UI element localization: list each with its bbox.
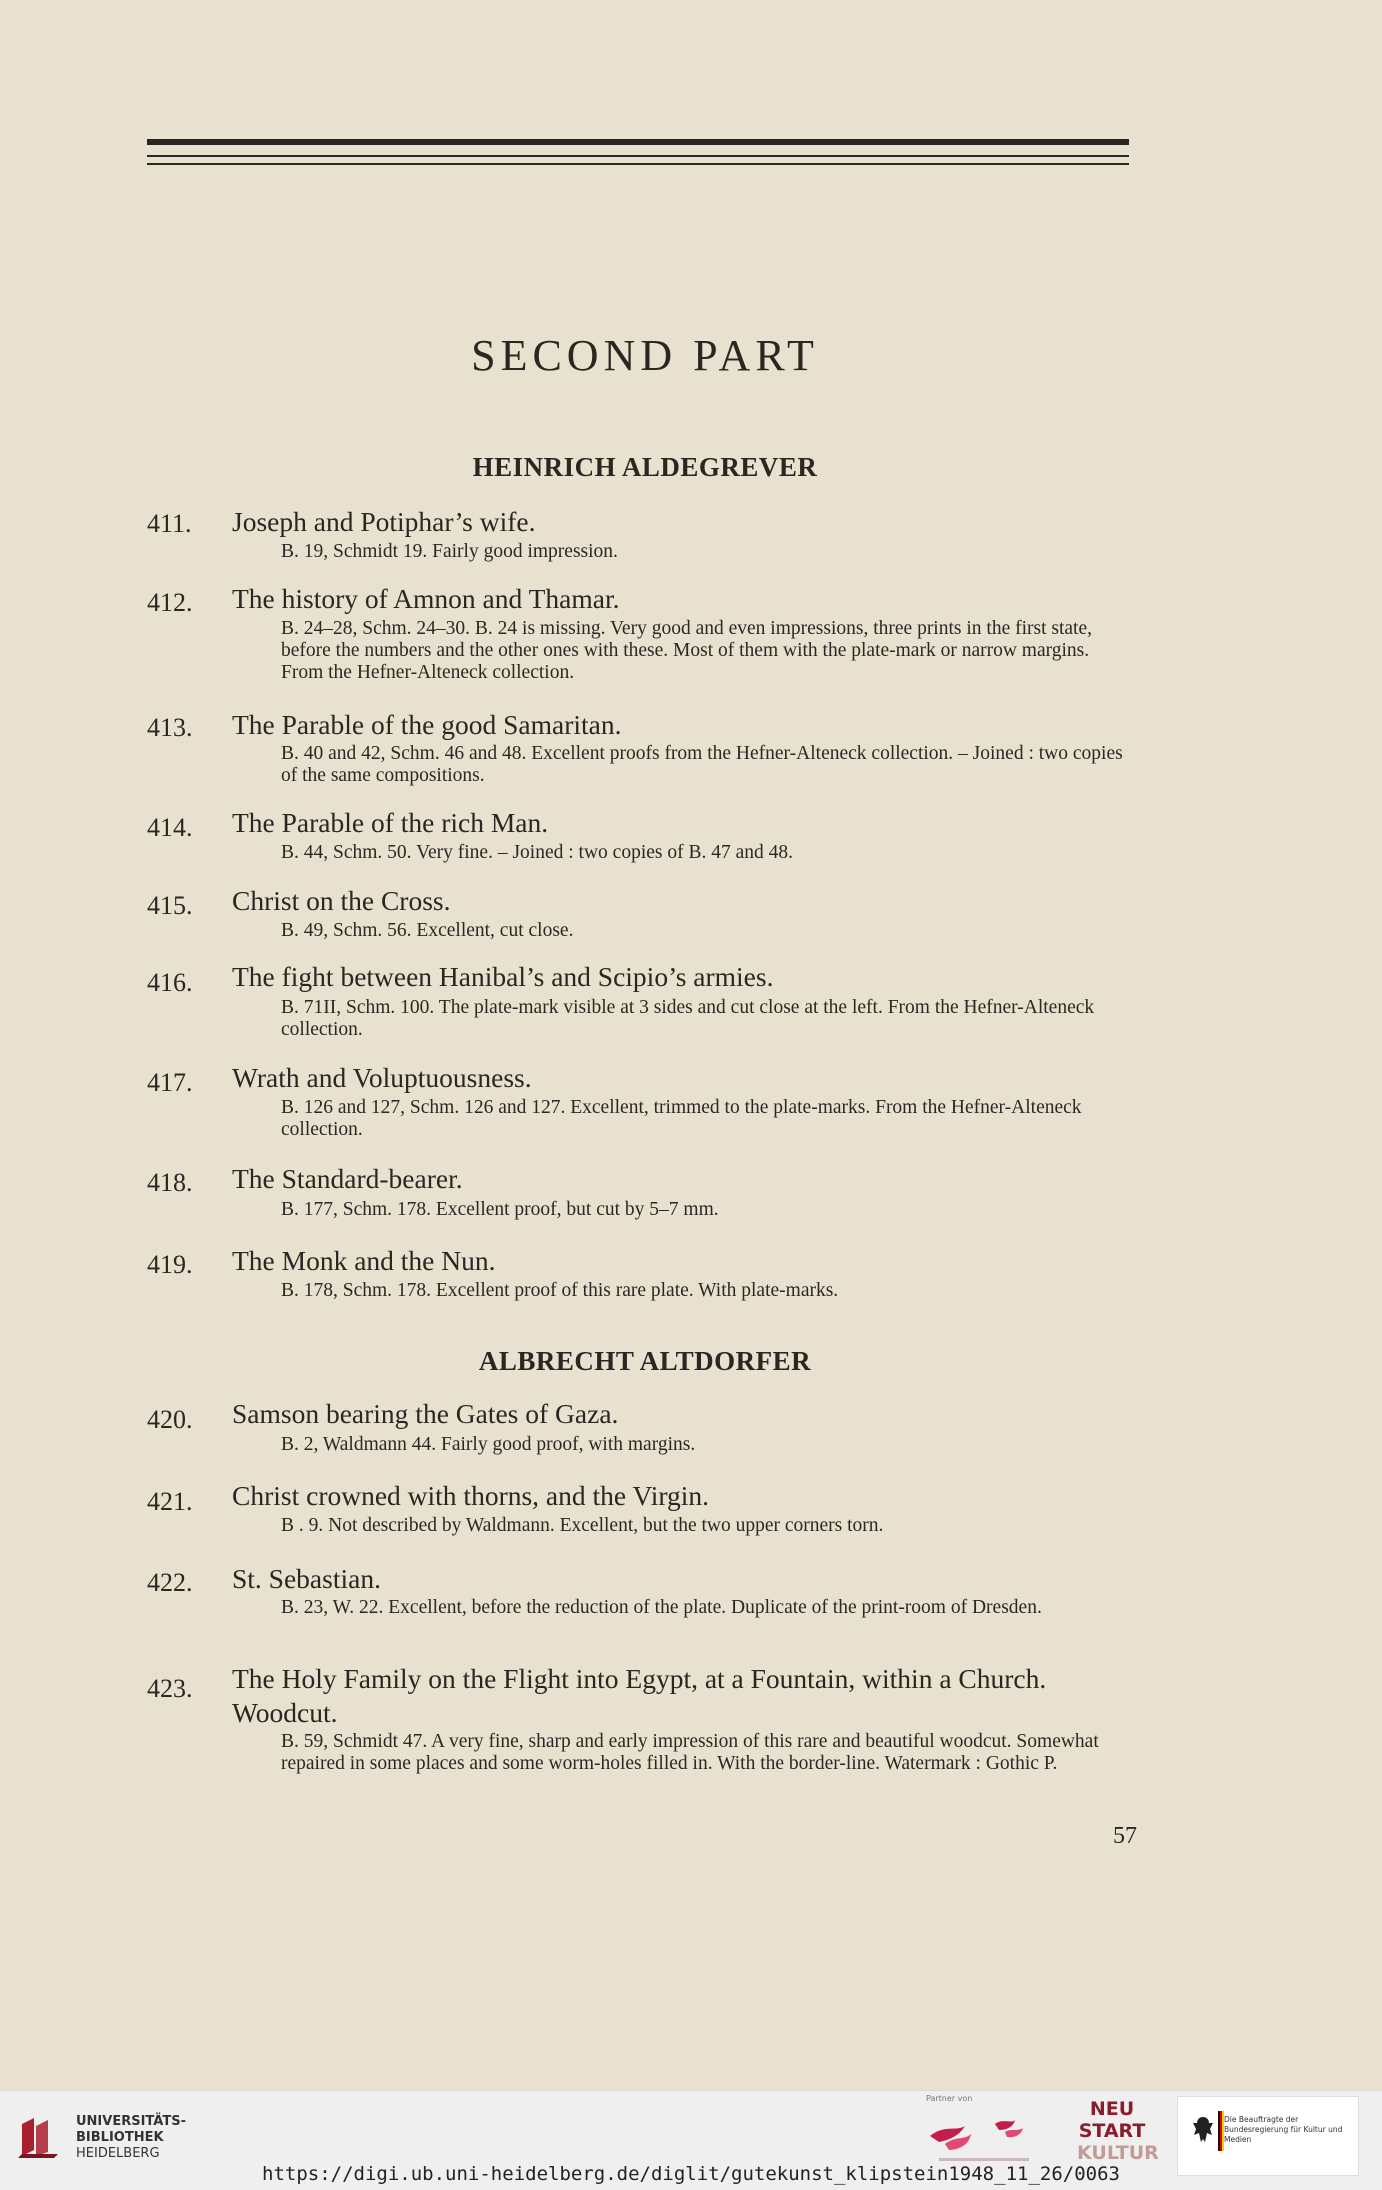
federal-eagle-icon (1190, 2115, 1216, 2145)
entry-number: 420. (147, 1405, 193, 1434)
entry-number: 412. (147, 588, 193, 617)
entry-description: B. 23, W. 22. Excellent, before the reduction of the plate. Duplicate of the print-room of Dresden. (281, 1597, 1042, 1618)
library-name-line-2: BIBLIOTHEK (76, 2130, 164, 2145)
library-name[interactable] (76, 2114, 186, 2162)
page-url[interactable]: https://digi.ub.uni-heidelberg.de/diglit/gutekunst_klipstein1948_11_26/0063 (262, 2163, 1120, 2185)
entry-title: The history of Amnon and Thamar. (232, 583, 620, 614)
entry-title: The Holy Family on the Flight into Egypt, at a Fountain, within a Church. Woodcut. (232, 1663, 1047, 1728)
entry-title: The fight between Hanibal’s and Scipio’s armies. (232, 961, 774, 992)
entry-description: B. 71II, Schm. 100. The plate-mark visible at 3 sides and cut close at the left. From the Hefner-Alteneck collection. (281, 997, 1095, 1040)
entry-title: Christ on the Cross. (232, 885, 451, 916)
entry-number: 423. (147, 1674, 193, 1703)
entry-title: The Standard-bearer. (232, 1163, 463, 1194)
entry-number: 416. (147, 968, 193, 997)
top-rule-thick (147, 139, 1129, 145)
entry-title: Wrath and Voluptuousness. (232, 1062, 532, 1093)
entry-description: B. 40 and 42, Schm. 46 and 48. Excellent proofs from the Hefner-Alteneck collection. – Joined : two copies of the same compositions. (281, 743, 1123, 786)
entry-title: The Parable of the rich Man. (232, 807, 549, 838)
top-rule-thin-2 (147, 163, 1129, 165)
entry-description: B. 19, Schmidt 19. Fairly good impression. (281, 541, 618, 562)
entry-number: 421. (147, 1487, 193, 1516)
entry-number: 411. (147, 509, 192, 538)
neustart-kultur-logo[interactable] (1077, 2098, 1159, 2172)
entry-title: The Parable of the good Samaritan. (232, 709, 622, 740)
entry-title: Samson bearing the Gates of Gaza. (232, 1398, 619, 1429)
library-name-line-3: HEIDELBERG (76, 2146, 160, 2161)
entry-title: The Monk and the Nun. (232, 1245, 496, 1276)
neustart-line-3: KULTUR (1077, 2142, 1159, 2164)
entry-title: Christ crowned with thorns, and the Virgin. (232, 1480, 710, 1511)
entry-number: 422. (147, 1568, 193, 1597)
entry-number: 415. (147, 891, 193, 920)
entry-number: 414. (147, 813, 193, 842)
entry-title: St. Sebastian. (232, 1563, 381, 1594)
top-rule-thin (147, 155, 1129, 157)
section-title: HEINRICH ALDEGREVER (472, 452, 818, 482)
entry-description: B. 59, Schmidt 47. A very fine, sharp and early impression of this rare and beautiful woodcut. Somewhat repaired in some places and some worm-holes filled in. With the border-line. Watermark : Gothic P. (281, 1731, 1099, 1774)
entry-description: B. 2, Waldmann 44. Fairly good proof, with margins. (281, 1434, 696, 1455)
entry-number: 417. (147, 1068, 193, 1097)
page-number: 57 (1113, 1823, 1137, 1849)
ub-heidelberg-logo-icon[interactable] (14, 2112, 64, 2162)
entry-description: B. 126 and 127, Schm. 126 and 127. Excellent, trimmed to the plate-marks. From the Hefner-Alteneck collection. (281, 1097, 1082, 1140)
entry-number: 413. (147, 713, 193, 742)
partner-label: Partner von (926, 2094, 973, 2103)
neustart-line-2: START (1078, 2120, 1146, 2142)
entry-title: Joseph and Potiphar’s wife. (232, 506, 536, 537)
entry-description: B. 24–28, Schm. 24–30. B. 24 is missing. Very good and even impressions, three prints in the first state, before the numbers and the other ones with these. Most of them with the plate-mark or narrow margins. From the Hefner-Alteneck collection. (281, 618, 1092, 683)
entry-description: B. 44, Schm. 50. Very fine. – Joined : two copies of B. 47 and 48. (281, 842, 794, 863)
entry-description: B . 9. Not described by Waldmann. Excellent, but the two upper corners torn. (281, 1515, 884, 1536)
entry-number: 418. (147, 1168, 193, 1197)
entry-description: B. 49, Schm. 56. Excellent, cut close. (281, 920, 574, 941)
entry-description: B. 178, Schm. 178. Excellent proof of this rare plate. With plate-marks. (281, 1280, 839, 1301)
neustart-line-1: NEU (1089, 2098, 1135, 2120)
part-heading: SECOND PART (471, 331, 819, 380)
bkm-text: Die Beauftragte der Bundesregierung für Kultur und Medien (1224, 2115, 1343, 2144)
library-name-line-1: UNIVERSITÄTS- (76, 2114, 186, 2129)
entry-description: B. 177, Schm. 178. Excellent proof, but cut by 5–7 mm. (281, 1199, 719, 1220)
entry-number: 419. (147, 1250, 193, 1279)
section-title: ALBRECHT ALTDORFER (478, 1346, 812, 1376)
